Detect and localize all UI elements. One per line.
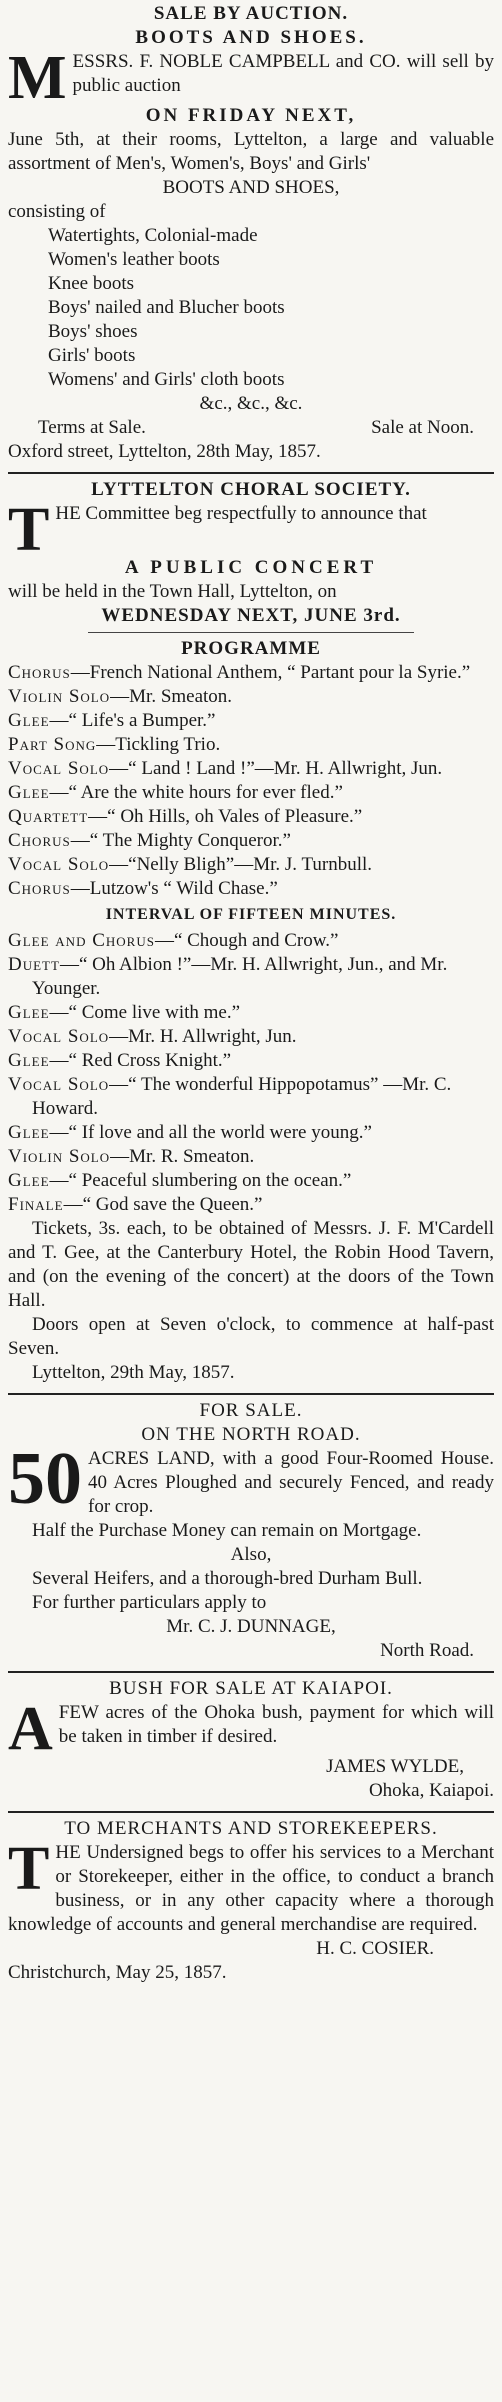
programme-item: Chorus—Lutzow's “ Wild Chase.” [8,878,278,899]
programme-item: Duett—“ Oh Albion !”—Mr. H. Allwright, Jun., and Mr. Younger. [8,954,448,999]
programme-item: Glee—“ Red Cross Knight.” [8,1050,232,1071]
divider [88,632,414,633]
programme-item: Vocal Solo—“ Land ! Land !”—Mr. H. Allwright, Jun. [8,758,443,779]
concert-advertisement [8,478,494,1385]
programme-item: Glee and Chorus—“ Chough and Crow.” [8,930,339,951]
programme-item: Part Song—Tickling Trio. [8,734,221,755]
drop-cap: T [8,496,50,564]
acreage-number: 50 [8,1438,82,1520]
programme-item: Vocal Solo—“Nelly Bligh”—Mr. J. Turnbull. [8,854,373,875]
goods-item: Boys' nailed and Blucher boots [48,297,285,318]
divider [8,1671,494,1673]
apply-note: For further particulars apply to [32,1592,267,1613]
programme-item: Vocal Solo—Mr. H. Allwright, Jun. [8,1026,297,1047]
ad-intro: HE Committee beg respectfully to announce that [55,503,427,524]
ad-intro-block [8,496,494,564]
goods-item: Boys' shoes [48,321,138,342]
ad-intro-block [8,44,494,112]
ad-body: June 5th, at their rooms, Lyttelton, a large and valuable assortment of Men's, Women's, Boys' and Girls' [8,129,494,174]
dateline: Oxford street, Lyttelton, 28th May, 1857. [8,441,321,462]
consisting-label: consisting of [8,201,106,222]
auction-advertisement [8,2,494,464]
programme-item: Glee—“ Come live with me.” [8,1002,241,1023]
ad-intro-block [8,1695,494,1763]
ad-subheader: ON THE NORTH ROAD. [141,1424,361,1445]
goods-title: BOOTS AND SHOES, [162,177,340,198]
programme-title: PROGRAMME [181,638,321,659]
ad-header: BUSH FOR SALE AT KAIAPOI. [109,1678,393,1699]
goods-item: Watertights, Colonial-made [48,225,258,246]
ad-body: HE Undersigned begs to offer his services to a Merchant or Storekeeper, either in the office, to conduct a branch business, or in any other capacity where a thorough knowledge of accounts and general merchandise are required. [8,1842,494,1935]
ad-intro: ESSRS. F. NOBLE CAMPBELL and CO. will sell by public auction [72,51,494,96]
programme-item: Violin Solo—Mr. Smeaton. [8,686,233,707]
programme-item: Violin Solo—Mr. R. Smeaton. [8,1146,255,1167]
goods-item: Knee boots [48,273,135,294]
goods-list [8,224,494,392]
concert-day: WEDNESDAY NEXT, JUNE 3rd. [101,605,401,626]
sale-time: Sale at Noon. [371,417,474,438]
contact-place: North Road. [380,1640,474,1661]
concert-title: A PUBLIC CONCERT [124,557,378,578]
programme-item: Glee—“ Are the white hours for ever fled.” [8,782,343,803]
terms: Terms at Sale. [38,417,146,438]
programme-item: Glee—“ If love and all the world were young.” [8,1122,372,1143]
goods-item: Women's leather boots [48,249,220,270]
newspaper-column [0,2,502,2402]
contact-name: JAMES WYLDE, [326,1756,464,1777]
drop-cap: M [8,44,67,112]
heifers-note: Several Heifers, and a thorough-bred Durham Bull. [32,1568,423,1589]
programme-item: Chorus—French National Anthem, “ Partant pour la Syrie.” [8,662,471,683]
land-sale-advertisement [8,1399,494,1663]
drop-cap: A [8,1695,53,1763]
merchants-advertisement [8,1817,494,1985]
signature-name: H. C. COSIER. [316,1938,434,1959]
ad-header: TO MERCHANTS AND STOREKEEPERS. [64,1818,438,1839]
terms-line [8,416,494,440]
goods-item: Girls' boots [48,345,136,366]
ad-body: FEW acres of the Ohoka bush, payment for which will be taken in timber if desired. [58,1702,494,1747]
venue: will be held in the Town Hall, Lyttelton, on [8,581,337,602]
divider [8,1811,494,1813]
contact-place: Ohoka, Kaiapoi. [368,1780,494,1801]
divider [8,1393,494,1395]
bush-sale-advertisement [8,1677,494,1803]
dateline: Christchurch, May 25, 1857. [8,1962,227,1983]
divider [8,472,494,474]
dateline: Lyttelton, 29th May, 1857. [32,1362,235,1383]
goods-item: Womens' and Girls' cloth boots [48,369,285,390]
etcetera: &c., &c., &c. [199,393,303,414]
ad-header: SALE BY AUCTION. [153,3,349,24]
ad-intro-block [8,1438,494,1520]
programme-item: Chorus—“ The Mighty Conqueror.” [8,830,291,851]
drop-cap: T [8,1835,50,1903]
also-label: Also, [230,1544,272,1565]
programme-item: Quartett—“ Oh Hills, oh Vales of Pleasure.” [8,806,363,827]
ad-header: LYTTELTON CHORAL SOCIETY. [91,479,411,500]
interval-note: INTERVAL OF FIFTEEN MINUTES. [105,906,397,923]
programme-part-two [8,929,494,1217]
programme-item: Glee—“ Life's a Bumper.” [8,710,216,731]
programme-item: Glee—“ Peaceful slumbering on the ocean.” [8,1170,352,1191]
ad-header: FOR SALE. [199,1400,303,1421]
doors-info: Doors open at Seven o'clock, to commence at half-past Seven. [8,1314,494,1359]
tickets-info: Tickets, 3s. each, to be obtained of Messrs. J. F. M'Cardell and T. Gee, at the Canterbury Hotel, the Robin Hood Tavern, and (on the evening of the concert) at the doors of the Town Hall. [8,1218,494,1311]
programme-item: Vocal Solo—“ The wonderful Hippopotamus” —Mr. C. Howard. [8,1074,452,1119]
sale-day: ON FRIDAY NEXT, [145,105,357,126]
ad-intro: ACRES LAND, with a good Four-Roomed House. 40 Acres Ploughed and securely Fenced, and ready for crop. [88,1448,494,1517]
ad-subheader: BOOTS AND SHOES. [135,27,367,48]
programme-part-one [8,661,494,901]
contact-name: Mr. C. J. DUNNAGE, [166,1616,336,1637]
ad-intro-block [8,1835,494,1937]
mortgage-note: Half the Purchase Money can remain on Mortgage. [32,1520,422,1541]
programme-item: Finale—“ God save the Queen.” [8,1194,263,1215]
